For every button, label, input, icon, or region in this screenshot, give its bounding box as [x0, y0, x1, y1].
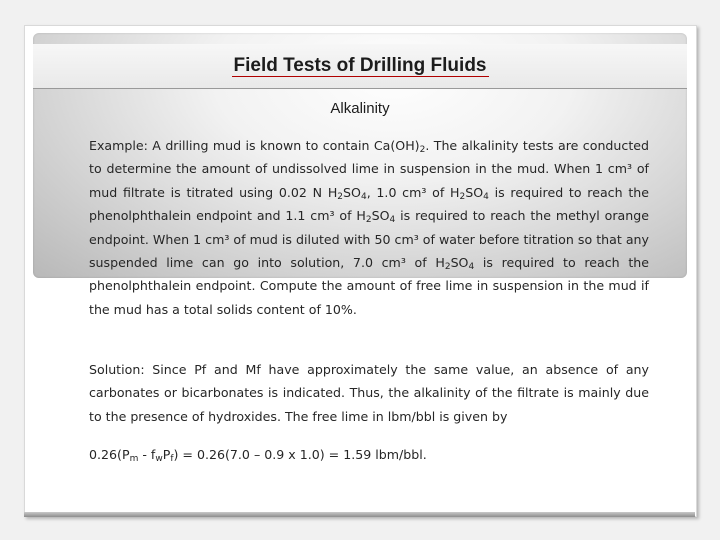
subscript: 4 [483, 191, 489, 202]
subscript: 4 [468, 262, 475, 273]
subscript: 4 [389, 215, 396, 226]
example-text: is required to reach the phenolphthalein endpoint and 1.1 cm³ of H [89, 184, 649, 224]
subscript: 2 [365, 215, 372, 226]
example-text: SO [343, 184, 361, 200]
solution-paragraph [89, 358, 649, 428]
example-text: SO [465, 184, 484, 200]
solution-text: : Since Pf and Mf have approximately the same value, an absence of any carbonates or bicarbonates is indicated. Thus, the alkalinity of the filtrate is mainly due to the presence of hydroxides. The free lime in lbm/bbl is given by [89, 362, 649, 424]
subscript: w [155, 454, 163, 464]
example-text: is required to reach the methyl orange endpoint. When 1 cm³ of mud is diluted with 50 cm³ of water before titration so that any suspended lime can go into solution, 7.0 cm³ of H [89, 208, 649, 271]
subscript: f [170, 454, 174, 464]
formula-text: ) = 0.26(7.0 – 0.9 x 1.0) = 1.59 lbm/bbl. [173, 447, 427, 462]
subscript: 4 [360, 191, 367, 202]
subscript: 2 [337, 191, 344, 202]
example-text: is required to reach the phenolphthalein endpoint. Compute the amount of free lime in suspension in the mud if the mud has a total solids content of 10%. [89, 255, 649, 317]
formula-line [89, 443, 649, 466]
formula-text: - f [138, 447, 156, 462]
formula-text: 0.26(P [89, 447, 130, 462]
solution-label: Solution [89, 362, 141, 377]
example-text: SO [371, 208, 390, 224]
example-paragraph [89, 134, 649, 321]
example-text: Example: A drilling mud is known to contain Ca(OH) [89, 138, 420, 153]
subscript: 2 [419, 145, 426, 155]
example-text: . The alkalinity tests are conducted to determine the amount of undissolved lime in suspension in the mud. When 1 cm³ of mud filtrate is titrated using 0.02 N H [89, 138, 650, 200]
subscript: m [129, 454, 139, 464]
subscript: 2 [444, 262, 451, 273]
slide-title-text: Field Tests of Drilling Fluids [233, 55, 487, 76]
subscript: 2 [459, 191, 466, 202]
slide-title [0, 55, 720, 77]
formula-text: P [162, 447, 171, 462]
slide-subtitle: Alkalinity [330, 100, 390, 117]
bottom-bar [24, 512, 695, 517]
example-text: , 1.0 cm³ of H [366, 184, 460, 200]
example-text: SO [450, 255, 469, 271]
